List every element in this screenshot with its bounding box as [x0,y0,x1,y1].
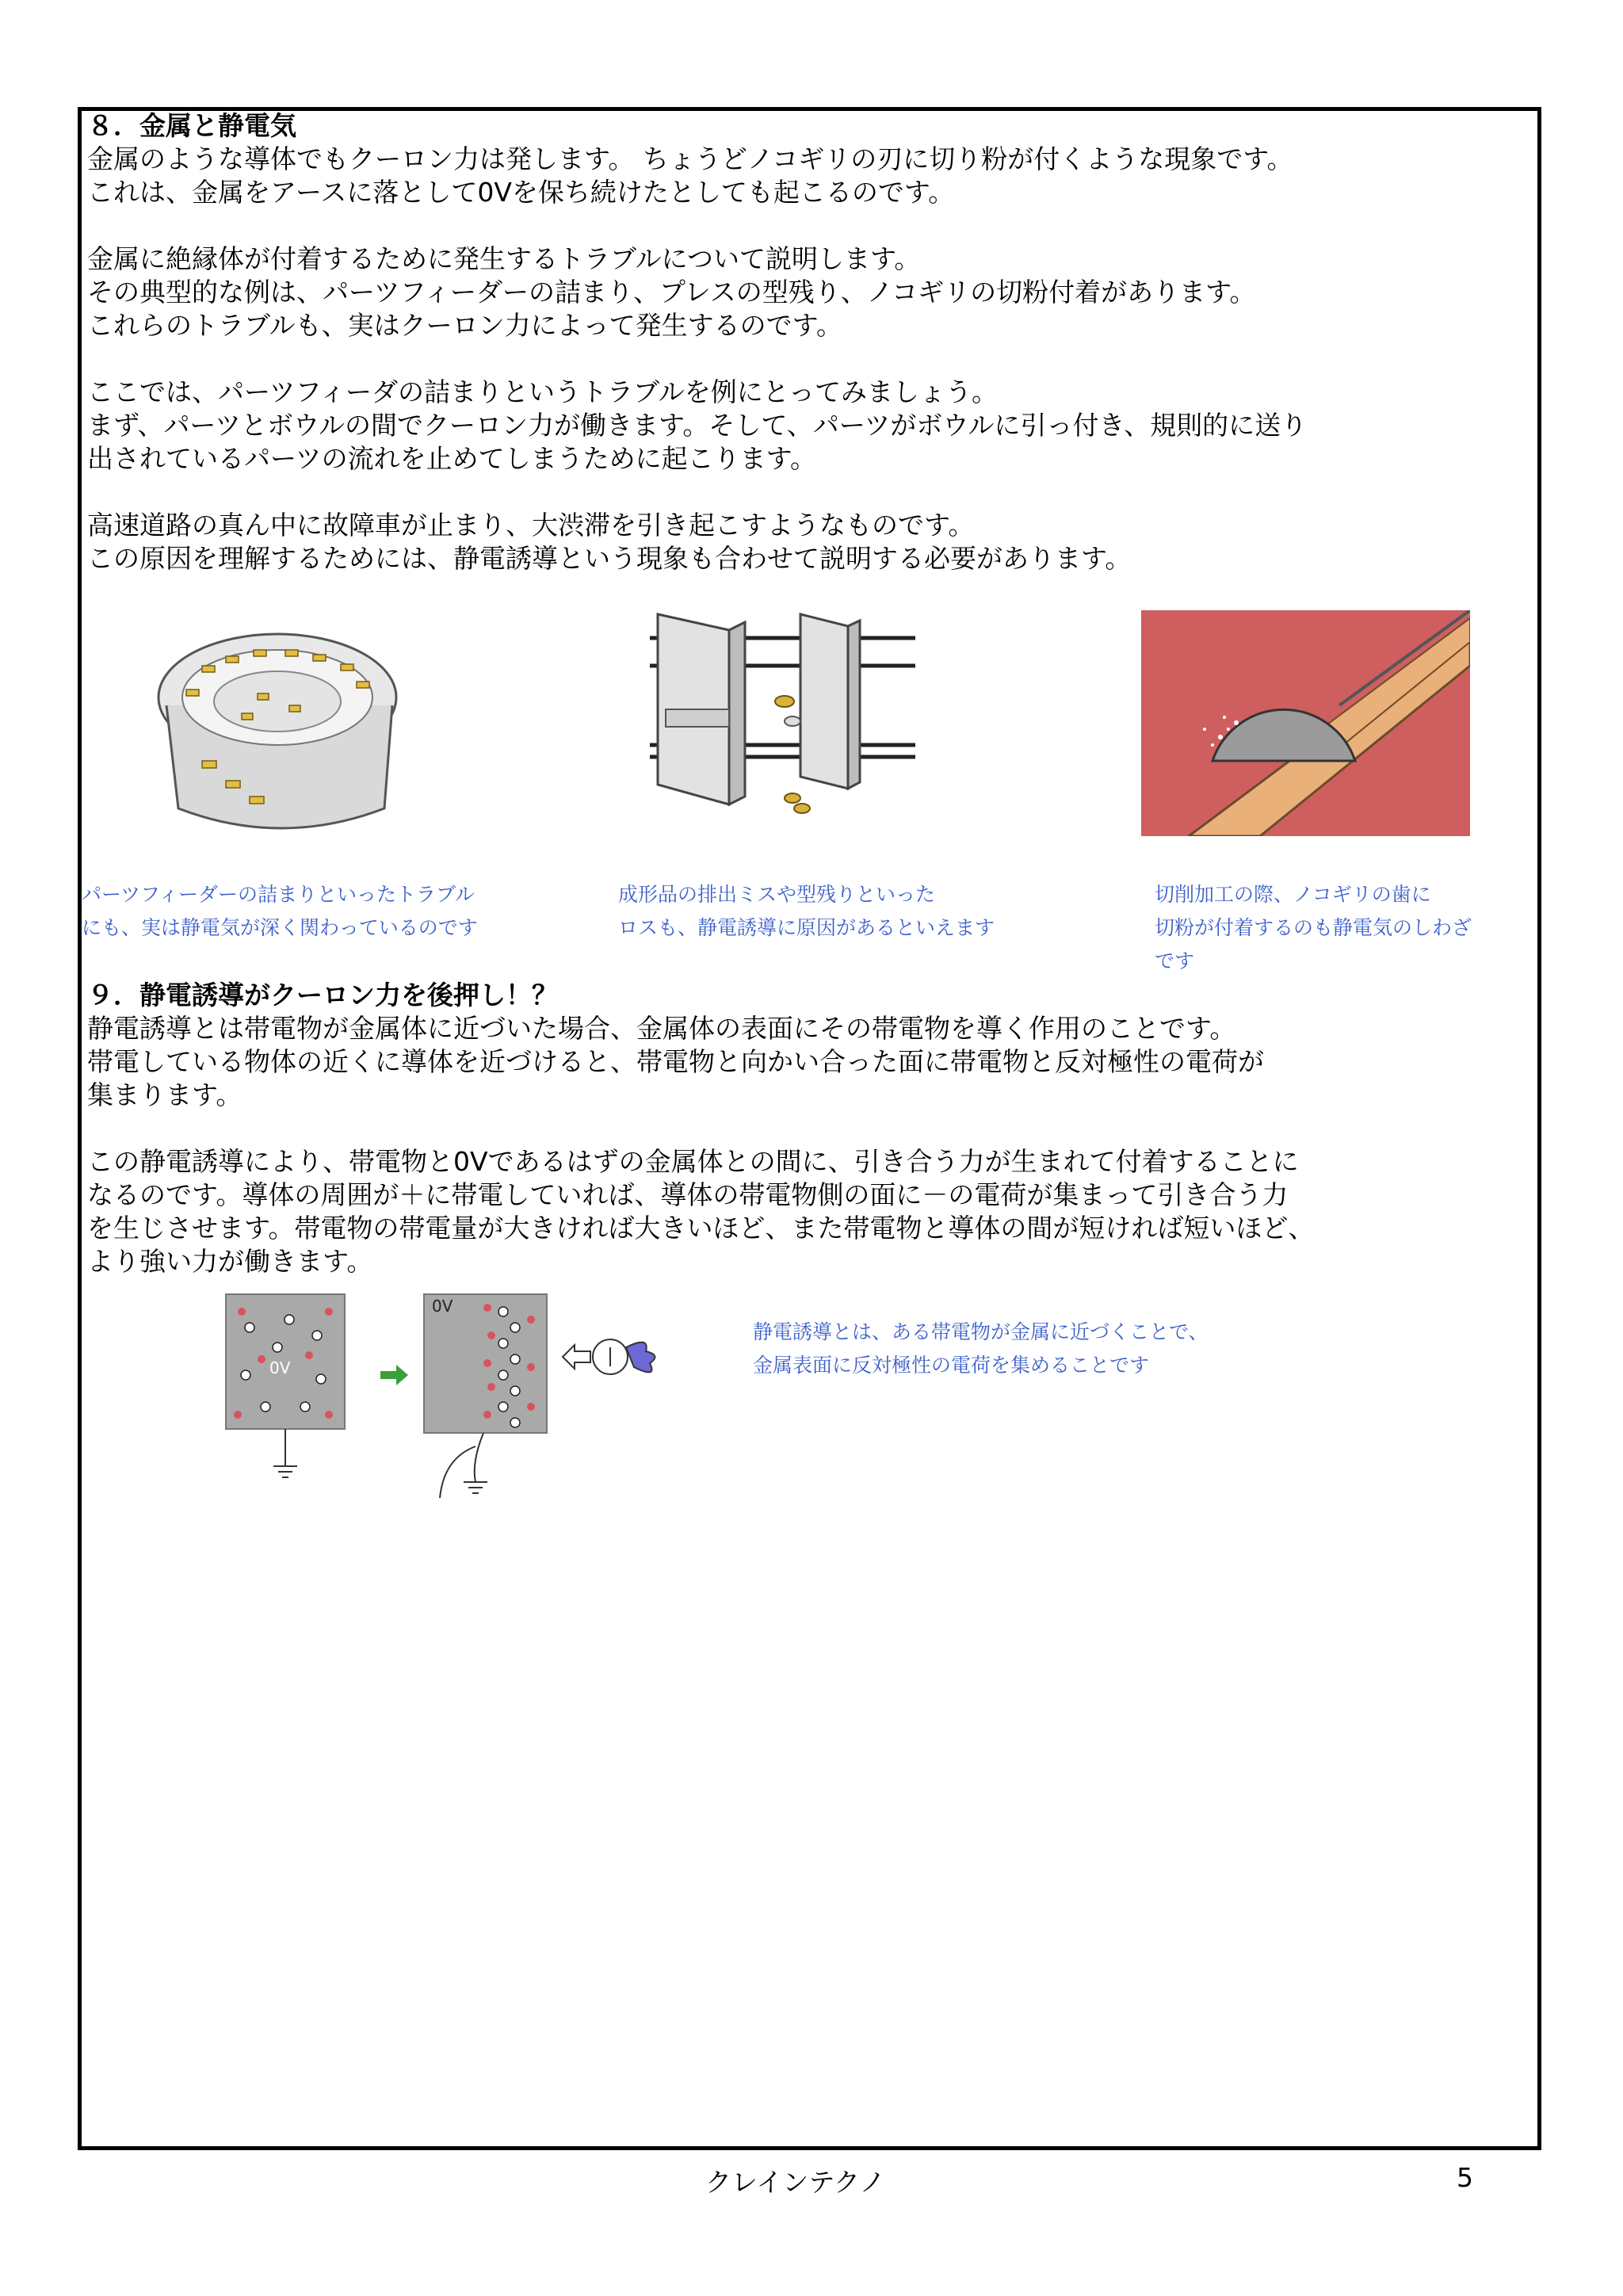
electrostatic-induction-diagram [218,1288,693,1526]
section-8-line: これは、金属をアースに落として0Vを保ち続けたとしても起こるのです。 [87,177,955,208]
section-9-line: 帯電している物体の近くに導体を近づけると、帯電物と向かい合った面に帯電物と反対極性の電荷が [87,1046,1264,1077]
section-9-line: この静電誘導により、帯電物と0Vであるはずの金属体との間に、引き合う力が生まれて付着することに [87,1146,1299,1177]
press-die-illustration [642,606,919,844]
section-8-line: 金属のような導体でもクーロン力は発します。 ちょうどノコギリの刃に切り粉が付くような現象です。 [87,143,1293,174]
saw-cutting-illustration [1141,610,1470,836]
section-8-line: この原因を理解するためには、静電誘導という現象も合わせて説明する必要があります。 [87,543,1132,574]
section-9-line: なるのです。導体の周囲が＋に帯電していれば、導体の帯電物側の面に－の電荷が集まって引き合う力 [87,1179,1289,1210]
saw-caption-line: 切削加工の際、ノコギリの歯に [1155,883,1431,906]
section-8-line: 高速道路の真ん中に故障車が止まり、大渋滞を引き起こすようなものです。 [87,510,975,541]
saw-caption-line: です [1155,949,1195,972]
section-9-line: より強い力が働きます。 [87,1246,373,1277]
press-caption-line: 成形品の排出ミスや型残りといった [618,883,936,906]
right-plate-ov-label: 0V [432,1297,453,1316]
feeder-caption-line: パーツフィーダーの詰まりといったトラブル [82,883,475,906]
parts-feeder-illustration [155,610,408,840]
section-8-line: ここでは、パーツフィーダの詰まりというトラブルを例にとってみましょう。 [87,376,999,407]
feeder-caption-line: にも、実は静電気が深く関わっているのです [82,916,478,939]
saw-caption-line: 切粉が付着するのも静電気のしわざ [1155,916,1472,939]
section-8-line: その典型的な例は、パーツフィーダーの詰まり、プレスの型残り、ノコギリの切粉付着があります。 [87,277,1256,308]
left-plate-ov-label: 0V [269,1358,291,1377]
induction-caption-line: 金属表面に反対極性の電荷を集めることです [753,1354,1150,1377]
page-number: 5 [1457,2162,1473,2193]
section-9-line: 集まります。 [87,1079,242,1110]
section-9-line: を生じさせます。帯電物の帯電量が大きければ大きいほど、また帯電物と導体の間が短ければ短いほど、 [87,1213,1315,1244]
press-caption-line: ロスも、静電誘導に原因があるといえます [618,916,995,939]
section-8-heading: ８．金属と静電気 [87,110,296,141]
section-8-line: 金属に絶縁体が付着するために発生するトラブルについて説明します。 [87,243,921,274]
section-8-line: これらのトラブルも、実はクーロン力によって発生するのです。 [87,310,843,341]
section-9-heading: ９．静電誘導がクーロン力を後押し！？ [87,980,558,1010]
section-8-line: 出されているパーツの流れを止めてしまうために起こります。 [87,443,817,474]
section-8-line: まず、パーツとボウルの間でクーロン力が働きます。そして、パーツがボウルに引っ付き、規則的に送り [87,410,1308,441]
footer-company: クレインテクノ [705,2167,886,2198]
section-9-line: 静電誘導とは帯電物が金属体に近づいた場合、金属体の表面にその帯電物を導く作用のことです。 [87,1013,1236,1044]
induction-caption-line: 静電誘導とは、ある帯電物が金属に近づくことで、 [753,1320,1209,1343]
